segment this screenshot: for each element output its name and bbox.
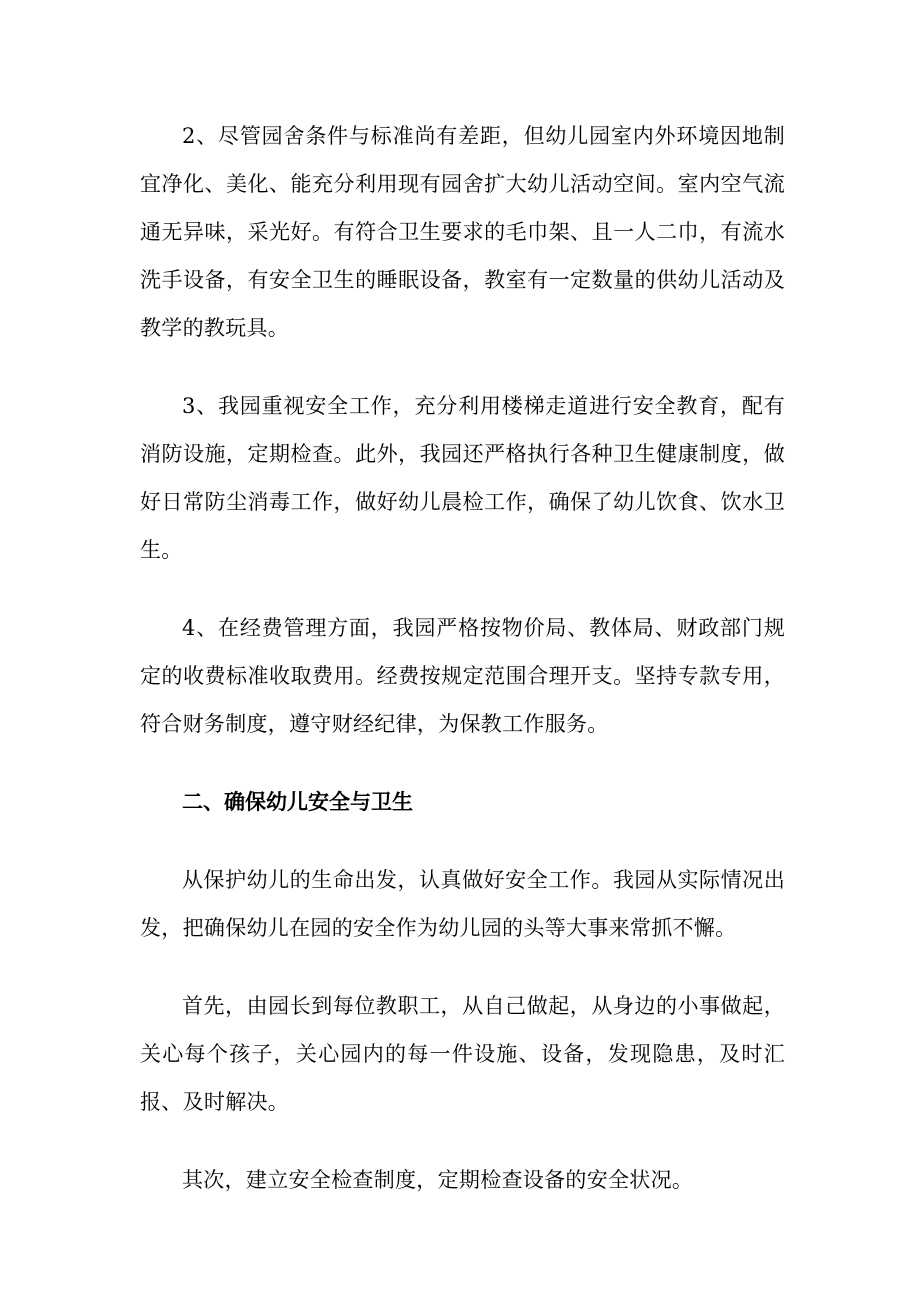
section-paragraph-first: 首先，由园长到每位教职工，从自己做起，从身边的小事做起，关心每个孩子，关心园内的每一件设施、设备，发现隐患，及时汇报、及时解决。 xyxy=(140,994,785,1114)
document-body xyxy=(140,112,785,1234)
section-paragraph-second: 其次，建立安全检查制度，定期检查设备的安全状况。 xyxy=(182,1168,694,1192)
section-heading: 二、确保幼儿安全与卫生 xyxy=(182,790,413,814)
section-paragraph-intro: 从保护幼儿的生命出发，认真做好安全工作。我园从实际情况出发，把确保幼儿在园的安全作为幼儿园的头等大事来常抓不懈。 xyxy=(140,868,785,940)
paragraph-item-4: 4、在经费管理方面，我园严格按物价局、教体局、财政部门规定的收费标准收取费用。经费按规定范围合理开支。坚持专款专用，符合财务制度，遵守财经纪律，为保教工作服务。 xyxy=(140,616,785,736)
paragraph-item-2: 2、尽管园舍条件与标准尚有差距，但幼儿园室内外环境因地制宜净化、美化、能充分利用现有园舍扩大幼儿活动空间。室内空气流通无异味，采光好。有符合卫生要求的毛巾架、且一人二巾，有流水洗手设备，有安全卫生的睡眠设备，教室有一定数量的供幼儿活动及教学的教玩具。 xyxy=(140,124,785,340)
paragraph-item-3: 3、我园重视安全工作，充分利用楼梯走道进行安全教育，配有消防设施，定期检查。此外，我园还严格执行各种卫生健康制度，做好日常防尘消毒工作，做好幼儿晨检工作，确保了幼儿饮食、饮水卫生。 xyxy=(140,394,785,562)
